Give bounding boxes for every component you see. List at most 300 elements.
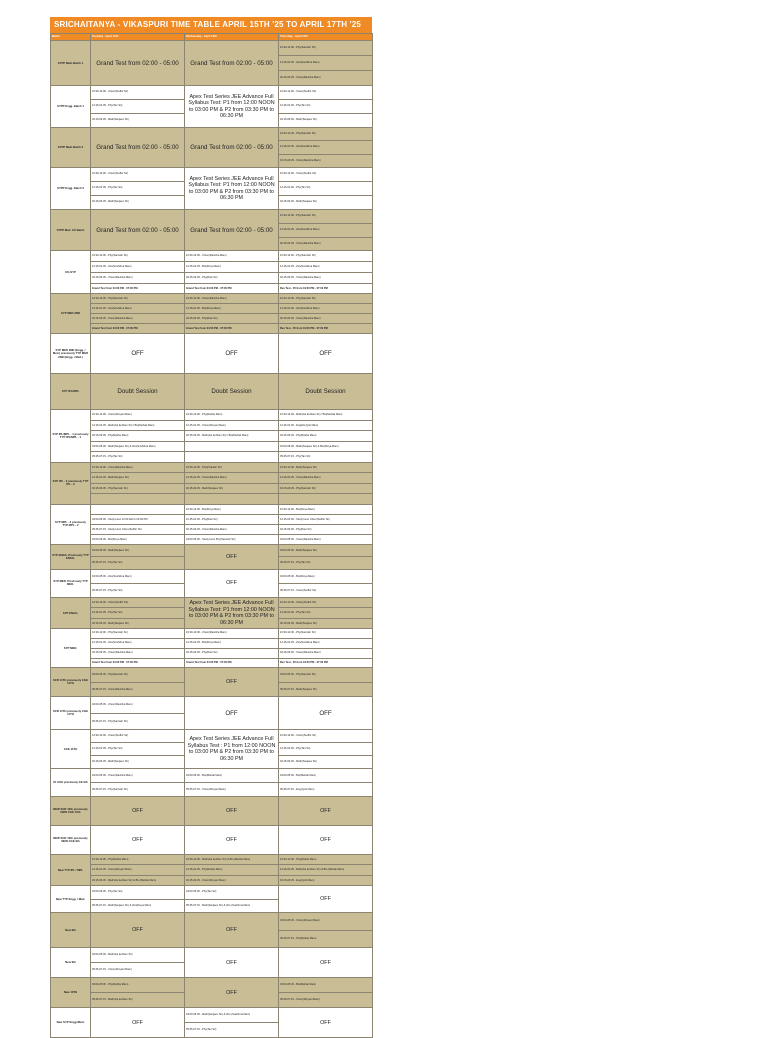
session-cell: OFF — [185, 978, 279, 1008]
header-day-2: Wednesday - April 16th — [185, 34, 279, 41]
session-line: 02:15-03:45 - Chem(Ravisha Mam) — [91, 649, 184, 659]
session-cell: Apex Test Series JEE Advance Full Syllabus Test: P1 from 12:00 NOON to 03:00 PM & P2 from 03:30 PM to 06:30 PM — [185, 168, 279, 209]
session-list — [91, 569, 185, 597]
session-line: 10:30-12:00 - Math(Sanjeev Sir) — [279, 463, 372, 474]
session-line: 05:45-07:15 - Chem(Divyani Mam) — [280, 998, 320, 1002]
session-line: 04:00-05:30 - Phy(Rekha Mam) — [91, 978, 184, 993]
session-line: 10:30-12:00 - Phy(Rekha Mam) — [91, 855, 184, 866]
session-list — [279, 209, 373, 250]
session-list — [279, 730, 373, 768]
session-line: 10:30-12:00 - Phy(Santosh Sir) — [279, 294, 372, 304]
session-line: 12:15-01:45 - Zoo(Sushilma Mam) — [91, 262, 184, 273]
session-line: 10:30-12:00 - Phy(Santosh Sir) — [279, 128, 372, 142]
session-line: 02:15-03:45 - Chem(Ravisha Mam) — [279, 649, 372, 659]
session-cell: OFF — [279, 697, 373, 730]
session-line: 04:00-05:30 - Bot(Divya Mam) — [279, 570, 372, 584]
batch-name: SYPP Engg. Batch 2 — [51, 168, 91, 209]
session-cell: OFF — [185, 697, 279, 730]
batch-name: New TYP IPL / MPL — [51, 854, 91, 886]
table-row — [51, 730, 373, 768]
session-line: 05:45-07:15 - Math(Sanjeev Sir) & Zoo(Divya Mam) — [92, 903, 152, 907]
session-list — [279, 854, 373, 886]
session-line — [185, 452, 278, 462]
session-line: 02:15-03:45 - Math(Jai ka Ram Sir) / Bio(Mehak Mam) — [185, 431, 278, 442]
batch-name: IO CGE previously CE 9th — [51, 768, 91, 796]
table-row — [51, 86, 373, 127]
session-line: 05:45-07:15 - Phy(Tan Sir) — [92, 588, 123, 592]
table-row — [51, 697, 373, 730]
session-line: 10:30-12:00 - Phy(Santosh Sir) — [279, 41, 372, 56]
session-line: 12:15-01:45 - Phy(Tan Sir) — [91, 100, 184, 114]
session-line: 05:45-07:15 - Phy(Rekha Mam) — [280, 936, 317, 940]
session-line: Grand Test from 04:00 PM - 07:00 PM — [92, 327, 138, 331]
session-cell: Apex Test Series JEE Advance Full Syllabus Test: P1 from 12:00 NOON to 03:00 PM & P2 from 03:30 PM to 06:30 PM — [185, 86, 279, 127]
session-line: 02:15-03:45 - Chem(Ravisha Mam) — [280, 241, 321, 245]
session-line: 12:15-01:45 - Phy(Tan Sir) — [91, 743, 184, 756]
session-list — [91, 948, 185, 978]
session-line: 05:45-07:15 - Chem(Ravisha Mam) — [92, 687, 133, 691]
session-line: 12:15-01:45 - Phy(Tan Sir) — [279, 743, 372, 756]
batch-name: SYP MED 2ND (Engg. / Med.) previously TYP MED 2ND (Engg. / Med.) — [51, 334, 91, 374]
session-line: 02:15-03:45 - Phy(Rekha Mam) — [91, 431, 184, 442]
session-line: 02:15-03:45 - Math(Jai ka Ram Sir) & Bio (Mehak Mam) — [92, 878, 157, 882]
session-line: 04:00-05:30 - Math(Jai ka Ram Sir) — [91, 948, 184, 963]
batch-name: SYP MED. Previously TYP MED. — [51, 569, 91, 597]
session-cell: Grand Test from 02:00 - 05:00 — [91, 127, 185, 168]
session-line: 10:30-12:00 - Chem(Ravisha Mam) — [185, 294, 278, 304]
session-line: 10:30-12:00 - Chem(Sudhir Sir) — [279, 168, 372, 182]
table-row — [51, 825, 373, 854]
session-line: 05:45-07:15 - Chem(Divyani Mam) — [92, 968, 132, 972]
session-list — [185, 251, 279, 294]
session-line: 02:15-03:45 - Chem(Ravisha Mam) — [280, 76, 321, 80]
session-list — [91, 978, 185, 1008]
session-cell: OFF — [91, 334, 185, 374]
session-line: 10:30-12:00 - Chem(Ravisha Mam) — [185, 629, 278, 639]
session-list — [91, 410, 185, 463]
sheet-title: SRICHAITANYA - VIKASPURI TIME TABLE APRIL 15TH '25 TO APRIL 17TH '25 — [50, 17, 372, 33]
session-line: 10:30-12:00 - Phy(Santosh Sir) — [91, 294, 184, 304]
session-list — [91, 668, 185, 697]
session-list — [279, 86, 373, 127]
session-cell: OFF — [185, 569, 279, 597]
session-line: Rev Test - 05 from 04:00 PM - 07:00 PM — [280, 286, 328, 290]
batch-name: SYP ENGG. Previously TYP ENGG. — [51, 544, 91, 569]
session-line: 02:15-03:45 - Math(Sanjeev Sir) — [280, 200, 317, 204]
session-line — [279, 494, 372, 504]
batch-name: New TYP Engg. / Med. — [51, 886, 91, 913]
session-cell: Apex Test Series JEE Advance Full Syllabus Test : P1 from 12:00 NOON to 03:00 PM & P2 from 03:30 PM to 06:30 PM — [185, 730, 279, 768]
session-list — [185, 410, 279, 463]
session-line: 10:30-12:00 - Phy(Rekha Mam) — [279, 855, 372, 866]
session-line: 04:00-05:30 - Math(Sanjeev Sir) & Zoo(Sushilma Mam) — [91, 442, 184, 453]
session-cell: OFF — [185, 334, 279, 374]
table-row — [51, 462, 373, 504]
session-line: 05:45-07:15 - Phy(Tan Sir) — [92, 561, 123, 565]
batch-name: SYP MED. — [51, 629, 91, 668]
session-line: 05:45-07:15 - Phy(Tan Sir) — [92, 455, 123, 459]
session-cell: OFF — [279, 825, 373, 854]
session-line: 05:45-07:15 - Phy(Santosh Sir) — [92, 719, 128, 723]
table-row — [51, 668, 373, 697]
batch-name: SCR 11TH previously CGE 11TH — [51, 697, 91, 730]
table-row — [51, 854, 373, 886]
batch-name: CO-SYP — [51, 251, 91, 294]
timetable — [50, 33, 373, 1038]
table-row — [51, 978, 373, 1008]
table-row — [51, 569, 373, 597]
session-cell: Grand Test from 02:00 - 05:00 — [185, 41, 279, 86]
session-list — [279, 294, 373, 334]
session-list — [279, 504, 373, 544]
session-line: 02:15-03:45 - Chem(Ravisha Mam) — [279, 314, 372, 324]
session-line: 04:00-05:30 - Chem(Ravisha Mam) — [280, 537, 321, 541]
session-line: 02:15-03:45 - Math(Sanjeev Sir) — [92, 760, 129, 764]
batch-name: New 10TH — [51, 978, 91, 1008]
session-line: 05:45-07:15 - Chem(Divyani Mam) — [186, 787, 226, 791]
session-line: 04:00-05:30 - Math(Sanjeev Sir) & Bot(Divya Mam) — [279, 442, 372, 453]
session-cell: Apex Test Series JEE Advance Full Syllabus Test: P1 from 12:00 NOON to 03:00 PM & P2 from 03:30 PM to 06:30 PM — [185, 597, 279, 629]
session-line: 05:45-07:15 - Math(Jai ka Ram Sir) — [92, 998, 133, 1002]
batch-name: SYP MED 2ND — [51, 294, 91, 334]
session-line: 04:00-05:30 - Zoo(Sushilma Mam) — [91, 570, 184, 584]
session-line: 12:15-01:45 - Zoo(Sushilma Mam) — [279, 262, 372, 273]
session-line: 04:00-05:30 - Phy(Tan Sir) — [185, 886, 278, 900]
session-line: 12:15-01:45 - Zoo(Sushilma Mam) — [279, 304, 372, 314]
session-list — [279, 544, 373, 569]
session-cell: OFF — [185, 948, 279, 978]
session-line: 02:15-03:45 - Chem(Ravisha Mam) — [279, 273, 372, 284]
session-line: 02:15-03:45 - Math(Sanjeev Sir) — [185, 484, 278, 495]
session-line: 02:15-03:45 - Math(Sanjeev Sir) — [280, 760, 317, 764]
session-line: 12:15-01:45 - Zoo(Sushilma Mam) — [279, 639, 372, 649]
table-row — [51, 334, 373, 374]
session-line: Grand Test from 04:00 PM - 07:00 PM — [186, 327, 232, 331]
session-list — [185, 1008, 279, 1038]
session-line: 12:15-01:45 - Math(Sanjeev Sir) — [91, 473, 184, 484]
session-line: 12:15-01:45 - Chem(Divyani Mam) — [91, 865, 184, 876]
session-list — [279, 629, 373, 668]
session-line: 12:15-01:45 - Bot(Divya Mam) — [185, 262, 278, 273]
session-line: 04:00-05:30 - Chem(Ravisha Mam) — [91, 697, 184, 714]
session-line: 10:30-12:00 - Phy(Santosh Sir) — [279, 629, 372, 639]
session-cell: OFF — [91, 913, 185, 948]
session-line: 04:00-05:30 - Study Hour 12:00 AM to 02:00 PM — [91, 515, 184, 525]
batch-name: New 9th — [51, 913, 91, 948]
session-line: Rev Test - 05 from 04:00 PM - 07:00 PM — [280, 660, 328, 664]
session-cell: OFF — [279, 796, 373, 825]
session-list — [279, 597, 373, 629]
session-line: 10:30-12:00 - Chem(Sudhir Sir) — [279, 730, 372, 743]
session-line: 12:15-01:45 - Zoo(Sushilma Mam) — [279, 56, 372, 71]
session-line: 12:15-01:45 - Phy(Tan Sir) — [279, 608, 372, 619]
header-day-3: Thursday - April 17th — [279, 34, 373, 41]
session-line: 12:15-01:45 - Phy(Ravi Sir) — [185, 515, 278, 525]
session-list — [91, 544, 185, 569]
table-row — [51, 374, 373, 410]
session-line: 02:15-03:45 - Math(Sanjeev Sir) — [92, 118, 129, 122]
session-line: 04:00-05:30 - Phy(Tan Sir) — [91, 886, 184, 900]
session-line: 12:15-01:45 - Phy(Tan Sir) — [279, 182, 372, 196]
session-list — [185, 294, 279, 334]
session-list — [91, 597, 185, 629]
session-line: 02:15-03:45 - Phy(Ravi Sir) — [185, 314, 278, 324]
session-list — [91, 768, 185, 796]
session-list — [91, 730, 185, 768]
session-line: 04:00-05:30 - Study Hour Phy(Santosh Sir) — [186, 537, 236, 541]
session-cell: OFF — [279, 886, 373, 913]
session-cell: OFF — [185, 913, 279, 948]
session-list — [185, 462, 279, 504]
session-cell: Grand Test from 02:00 - 05:00 — [91, 41, 185, 86]
session-cell: Doubt Session — [279, 374, 373, 410]
session-line: 12:15-01:45 - Chem(Ravisha Mam) — [185, 473, 278, 484]
session-line: 02:15-03:45 - Phy(Ravi Sir) — [279, 525, 372, 535]
table-row — [51, 886, 373, 913]
batch-name: SYPP Main Batch 1 — [51, 41, 91, 86]
session-line: 10:30-12:00 - Phy(Santosh Sir) — [91, 629, 184, 639]
table-row — [51, 544, 373, 569]
table-row — [51, 597, 373, 629]
session-line: 04:00-05:30 - Chem(Ravisha Mam) — [91, 769, 184, 783]
session-line: 05:45-07:15 - Phy(Tan Sir) — [280, 561, 311, 565]
table-row — [51, 251, 373, 294]
table-row — [51, 168, 373, 209]
session-cell: OFF — [279, 1008, 373, 1038]
session-line — [91, 505, 184, 515]
batch-name: SYPP Med. 1/2 Batch — [51, 209, 91, 250]
table-row — [51, 294, 373, 334]
session-cell: OFF — [185, 544, 279, 569]
session-line: 12:15-01:45 - Chem(Divyani Mam) — [185, 421, 278, 432]
batch-name: SYP ENGG. — [51, 597, 91, 629]
session-list — [279, 668, 373, 697]
session-line: 05:45-07:15 - Phy(Tan Sir) — [186, 1028, 217, 1032]
session-line: 10:30-12:00 - Math(Jai ka Ram Sir) & Bio (Mehak Mam) — [185, 855, 278, 866]
session-line: 04:00-05:30 - Math(Sanjeev Sir) — [91, 545, 184, 558]
session-line: Grand Test from 04:00 PM - 07:00 PM — [186, 660, 232, 664]
session-line: 02:15-03:45 - Math(Sanjeev Sir) — [280, 621, 317, 625]
session-line: 02:15-03:45 - Phy(Ravi Sir) — [185, 273, 278, 284]
table-row — [51, 209, 373, 250]
session-line — [91, 494, 184, 504]
session-list — [91, 629, 185, 668]
session-line: 12:15-01:45 - Study Hour Chem(Sudhir Sir) — [279, 515, 372, 525]
session-line: 02:15-03:45 - Chem(Divyani Mam) — [186, 878, 226, 882]
session-line: 02:15-03:45 - Phy(Ravi Sir) — [185, 649, 278, 659]
session-list — [279, 168, 373, 209]
table-row — [51, 127, 373, 168]
session-line: 10:30-12:00 - Chem(Ravisha Mam) — [185, 251, 278, 262]
session-line: 02:15-03:45 - Phy(Santosh Sir) — [279, 484, 372, 495]
session-line: 12:15-01:45 - Math(Jai ka Ram Sir) & Bio (Mehak Mam) — [279, 865, 372, 876]
table-row — [51, 504, 373, 544]
session-list — [279, 913, 373, 948]
session-list — [91, 886, 185, 913]
session-list — [279, 978, 373, 1008]
batch-name: SYPP Engg. Batch 1 — [51, 86, 91, 127]
batch-name: NEW SCR 10th previously NEW CGE 9th — [51, 825, 91, 854]
session-cell: Grand Test from 02:00 - 05:00 — [91, 209, 185, 250]
session-list — [91, 294, 185, 334]
session-line: 02:15-03:45 - Phy(Santosh Sir) — [91, 484, 184, 495]
session-line: 02:15-03:45 - Chem(Ravisha Mam) — [185, 525, 278, 535]
timetable-body — [51, 41, 373, 1038]
table-row — [51, 1008, 373, 1038]
session-line: 10:30-12:00 - Phy(Santosh Sir) — [279, 210, 372, 224]
session-line: 02:15-03:45 - Math(Sanjeev Sir) — [280, 118, 317, 122]
session-list — [91, 251, 185, 294]
session-line: 12:15-01:45 - Chem(Ravisha Mam) — [279, 473, 372, 484]
session-line: 12:15-01:45 - Zoo(Sushilma Mam) — [279, 224, 372, 238]
session-line: 10:30-12:00 - Chem(Sudhir Sir) — [279, 598, 372, 609]
timetable-sheet — [50, 17, 372, 1038]
session-line: 10:30-12:00 - Phy(Santosh Sir) — [279, 251, 372, 262]
table-row — [51, 629, 373, 668]
session-line: 10:30-12:00 - Chem(Sudhir Sir) — [91, 86, 184, 100]
session-cell: Doubt Session — [91, 374, 185, 410]
session-line: 12:15-01:45 - Bot(Divya Mam) — [185, 304, 278, 314]
session-cell: OFF — [279, 334, 373, 374]
session-line: 02:15-03:45 - Chem(Ravisha Mam) — [280, 158, 321, 162]
session-list — [185, 886, 279, 913]
batch-name: NEW SCR 10th previously NEW CGE 10th — [51, 796, 91, 825]
table-row — [51, 948, 373, 978]
session-line: 04:00-05:30 - Bot(Divya Mam) — [92, 537, 127, 541]
session-line: 10:30-12:00 - Phy(Rekha Mam) — [185, 410, 278, 421]
session-line: 10:30-12:00 - Phy(Prakash Sir) — [185, 463, 278, 474]
session-line: 12:15-01:45 - Phy(Rekha Mam) — [185, 865, 278, 876]
session-line: 10:30-12:00 - Phy(Santosh Sir) — [91, 251, 184, 262]
session-line: 12:15-01:45 - Zoo(Sushilma Mam) — [91, 639, 184, 649]
table-row — [51, 768, 373, 796]
session-line: 05:45-07:15 - Phy(Tan Sir) — [280, 455, 311, 459]
session-list — [91, 462, 185, 504]
session-line: 05:45-07:15 - Chem(Sudhir Sir) — [280, 588, 317, 592]
session-line: 10:30-12:00 - Chem(Sudhir Sir) — [91, 168, 184, 182]
session-line: 10:30-12:00 - Bot(Divya Mam) — [185, 505, 278, 515]
session-line: 10:30-12:00 - Math(Jai ka Ram Sir) / Bio(Mehak Mam) — [279, 410, 372, 421]
session-line: 05:45-07:15 - Study Hour Chem(Sudhir Sir) — [91, 525, 184, 535]
session-list — [91, 86, 185, 127]
session-line: 02:15-03:45 - Math(Sanjeev Sir) — [92, 621, 129, 625]
session-cell: OFF — [91, 825, 185, 854]
session-list — [279, 768, 373, 796]
header-day-1: Tuesday - April 15th — [91, 34, 185, 41]
session-line: Grand Test from 04:00 PM - 07:00 PM — [92, 660, 138, 664]
session-list — [279, 127, 373, 168]
session-line: 10:30-12:00 - Chem(Sudhir Sir) — [91, 598, 184, 609]
session-line: 10:30-12:00 - Chem(Sudhir Sir) — [91, 730, 184, 743]
session-line: 10:30-12:00 - Chem(Divyani Mam) — [91, 410, 184, 421]
batch-name: New 9th — [51, 948, 91, 978]
session-cell: Grand Test from 02:00 - 05:00 — [185, 209, 279, 250]
header-batch: Batch — [51, 34, 91, 41]
session-line: 02:15-03:45 - Eng(Jyoti Mam) — [280, 878, 315, 882]
session-line: 05:45-07:15 - Phy(Santosh Sir) — [92, 787, 128, 791]
session-line: 02:15-03:45 - Chem(Ravisha Mam) — [91, 273, 184, 284]
session-list — [185, 629, 279, 668]
session-line: 12:15-01:45 - Phy(Tan Sir) — [279, 100, 372, 114]
session-list — [279, 410, 373, 463]
batch-name: SYP MPL - 2 previously TYP MPL - 2 — [51, 504, 91, 544]
session-line: 10:30-12:00 - Chem(Ravisha Mam) — [91, 463, 184, 474]
session-line: 05:45-07:15 - Math(Sanjeev Sir) — [280, 687, 317, 691]
session-cell: OFF — [185, 825, 279, 854]
session-line: 04:00-05:30 - Phy(Santosh Sir) — [279, 668, 372, 683]
session-line: 04:00-05:30 - Bot(Mehak Mam) — [279, 769, 372, 783]
session-list — [279, 462, 373, 504]
session-list — [91, 854, 185, 886]
session-line: 12:15-01:45 - Zoo(Sushilma Mam) — [91, 304, 184, 314]
session-cell: OFF — [185, 796, 279, 825]
session-cell: OFF — [91, 1008, 185, 1038]
session-list — [279, 251, 373, 294]
session-line: 04:00-05:30 - Math(Sanjeev Sir) & Zoo (Sushilma Mam) — [185, 1008, 278, 1023]
session-list — [279, 569, 373, 597]
table-row — [51, 913, 373, 948]
session-line: 04:00-05:30 - Chem(Divyani Mam) — [279, 913, 372, 931]
session-cell: Doubt Session — [185, 374, 279, 410]
header-row — [51, 34, 373, 41]
batch-name: SYPP Main Batch 2 — [51, 127, 91, 168]
batch-name: SYP IPL/MPL - 1 previously TYP IPL/MPL - 1 — [51, 410, 91, 463]
session-line: 04:00-05:30 - Bot(Mehak Mam) — [279, 978, 372, 993]
session-line: 02:15-03:45 - Phy(Rekha Mam) — [279, 431, 372, 442]
session-line: 05:45-07:15 - Eng(Jyoti Mam) — [280, 787, 315, 791]
session-line: 10:30-12:00 - Bot(Divya Mam) — [279, 505, 372, 515]
table-row — [51, 796, 373, 825]
session-line: 12:15-01:45 - Phy(Tan Sir) — [91, 182, 184, 196]
session-list — [91, 697, 185, 730]
session-line: 12:15-01:45 - Math(Jai ka Ram Sir) / Bio(Mehak Mam) — [91, 421, 184, 432]
session-line: Grand Test from 04:00 PM - 07:00 PM — [186, 286, 232, 290]
session-line: 12:15-01:45 - Bot(Divya Mam) — [185, 639, 278, 649]
session-cell: OFF — [279, 948, 373, 978]
session-line: Rev Test - 05 from 04:00 PM - 07:00 PM — [280, 327, 328, 331]
session-line: 04:00-05:30 - Phy(Santosh Sir) — [91, 668, 184, 683]
session-cell: OFF — [185, 668, 279, 697]
batch-name: SCR 11TH previously CGE 11TH — [51, 668, 91, 697]
batch-name: CGE 11TH — [51, 730, 91, 768]
session-line: 04:00-05:30 - Math(Sanjeev Sir) — [279, 545, 372, 558]
table-row — [51, 410, 373, 463]
batch-name: SYP IPL - 2 previously TYP IPL - 2 — [51, 462, 91, 504]
session-list — [185, 504, 279, 544]
session-cell: Grand Test from 02:00 - 05:00 — [185, 127, 279, 168]
session-list — [185, 768, 279, 796]
session-line: 12:15-01:45 - Phy(Tan Sir) — [91, 608, 184, 619]
session-line: Grand Test from 04:00 PM - 07:00 PM — [92, 286, 138, 290]
session-line — [185, 442, 278, 453]
session-line: 02:15-03:45 - Chem(Ravisha Mam) — [91, 314, 184, 324]
session-line: 02:15-03:45 - Math(Sanjeev Sir) — [92, 200, 129, 204]
session-cell: OFF — [91, 796, 185, 825]
session-list — [91, 168, 185, 209]
session-line: 04:00-05:30 - Bot(Mehak Mam) — [185, 769, 278, 783]
session-line: 05:45-07:15 - Math(Sanjeev Sir) & Zoo (Sushilma Mam) — [186, 903, 251, 907]
batch-name: SYP IPL/MPL — [51, 374, 91, 410]
session-list — [91, 504, 185, 544]
session-line: 12:15-01:45 - English(Jyoti Mam) — [279, 421, 372, 432]
table-row — [51, 41, 373, 86]
session-list — [279, 41, 373, 86]
session-list — [185, 854, 279, 886]
session-line — [185, 494, 278, 504]
session-line: 10:30-12:00 - Chem(Sudhir Sir) — [279, 86, 372, 100]
batch-name: New SYP Engg./Med. — [51, 1008, 91, 1038]
session-line: 12:15-01:45 - Zoo(Sushilma Mam) — [279, 141, 372, 155]
